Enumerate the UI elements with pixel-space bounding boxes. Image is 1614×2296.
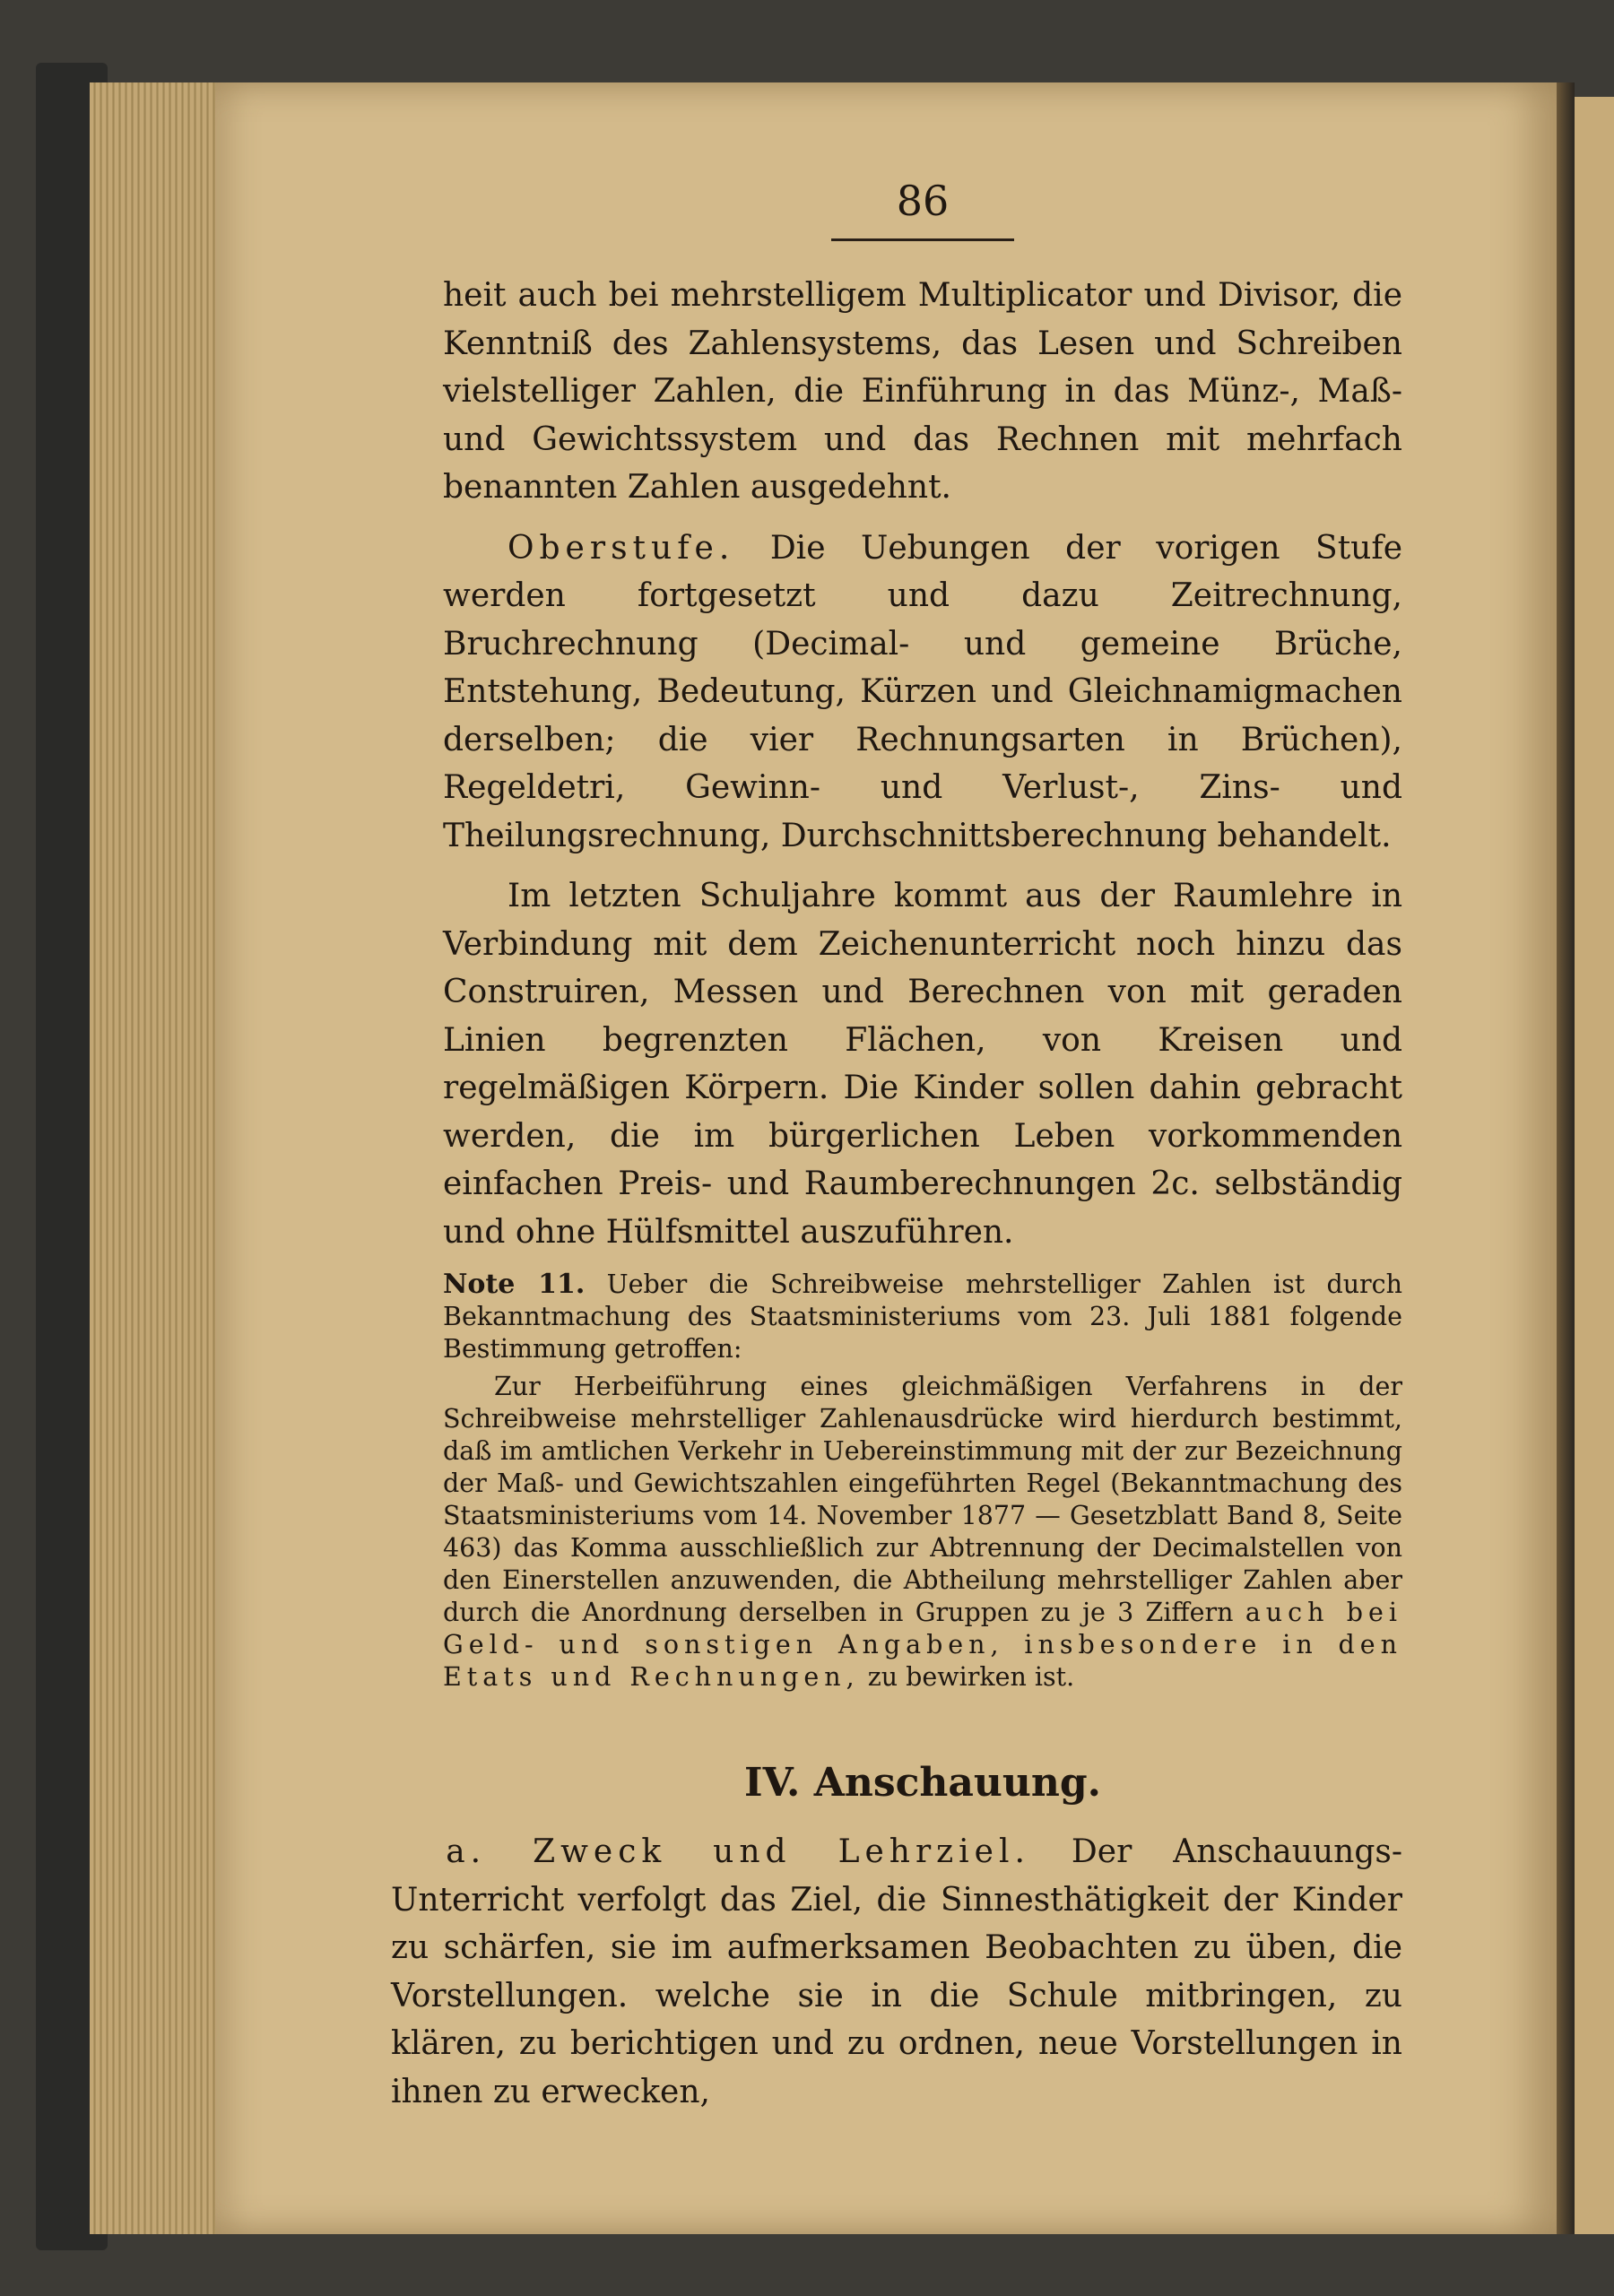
paragraph-3: Im letzten Schuljahre kommt aus der Raumlehre in Verbindung mit dem Zeichenunterricht noch hinzu das Construiren, Messen und Berechnen von mit geraden Linien begrenzten Flächen, von Kreisen und regelmäßigen Körpern. Die Kinder sollen dahin gebracht werden, die im bürgerlichen Leben vorkommenden einfachen Preis- und Raumberechnungen 2c. selbständig und ohne Hülfsmittel auszuführen.: [443, 878, 1402, 1251]
page-number-rule: [831, 238, 1014, 241]
footnote-block: [443, 1269, 1402, 1694]
note-quote-text: Zur Herbeiführung eines gleichmäßigen Verfahrens in der Schreibweise mehrstelliger Zahlenausdrücke wird hierdurch bestimmt, daß im amtlichen Verkehr in Uebereinstimmung mit der zur Bezeichnung der Maß- und Gewichtszahlen eingeführten Regel (Bekanntmachung des Staatsministeriums vom 14. November 1877 — Gesetzblatt Band 8, Seite 463) das Komma ausschließlich zur Abtrennung der Decimalstellen von den Einerstellen anzuwenden, die Abtheilung mehrstelliger Zahlen aber durch die Anordnung derselben in Gruppen zu je 3 Ziffern: [443, 1372, 1402, 1627]
section-paragraph-text: Der Anschauungs-Unterricht verfolgt das Ziel, die Sinnesthätigkeit der Kinder zu schärfen, sie im aufmerksamen Beobachten zu üben, die Vorstellungen. welche sie in die Schule mitbringen, zu klären, zu berichtigen und zu ordnen, neue Vorstellungen in ihnen zu erwecken,: [391, 1833, 1402, 2110]
note-quote: [443, 1371, 1402, 1694]
section-sub-label: a. Zweck und Lehrziel.: [446, 1833, 1030, 1870]
note-label: Note 11.: [443, 1269, 586, 1300]
body-text: [443, 272, 1402, 1256]
page-number: 86: [896, 177, 950, 225]
next-page-edge: [1575, 97, 1614, 2234]
book-gutter: [1557, 82, 1575, 2234]
oberstufe-label: Oberstufe.: [508, 529, 735, 567]
note-lead: [443, 1269, 1402, 1365]
section-text: [391, 1828, 1402, 2116]
note-quote-end: zu bewirken ist.: [859, 1662, 1075, 1692]
page-content: [391, 176, 1403, 2116]
section-paragraph: [391, 1828, 1402, 2116]
paragraph-1: heit auch bei mehrstelligem Multiplicator und Divisor, die Kenntniß des Zahlensystems, das Lesen und Schreiben vielstelliger Zahlen, die Einführung in das Münz-, Maß- und Gewichtssystem und das Rechnen mit mehrfach benannten Zahlen ausgedehnt.: [443, 277, 1402, 506]
section-heading: IV. Anschauung.: [744, 1760, 1101, 1806]
paragraph-2-text: Die Uebungen der vorigen Stufe werden fortgesetzt und dazu Zeitrechnung, Bruchrechnung (Decimal- und gemeine Brüche, Entstehung, Bedeutung, Kürzen und Gleichnamigmachen derselben; die vier Rechnungsarten in Brüchen), Regeldetri, Gewinn- und Verlust-, Zins- und Theilungsrechnung, Durchschnittsberechnung behandelt.: [443, 529, 1402, 854]
note-lead-text: Ueber die Schreibweise mehrstelliger Zahlen ist durch Bekanntmachung des Staatsministeriums vom 23. Juli 1881 folgende Bestimmung getroffen:: [443, 1269, 1403, 1364]
page-edges: [90, 82, 233, 2234]
note-quote-spaced: auch bei Geld- und sonstigen Angaben, insbesondere in den Etats und Rechnungen,: [443, 1598, 1402, 1692]
paragraph-2: [443, 524, 1402, 861]
